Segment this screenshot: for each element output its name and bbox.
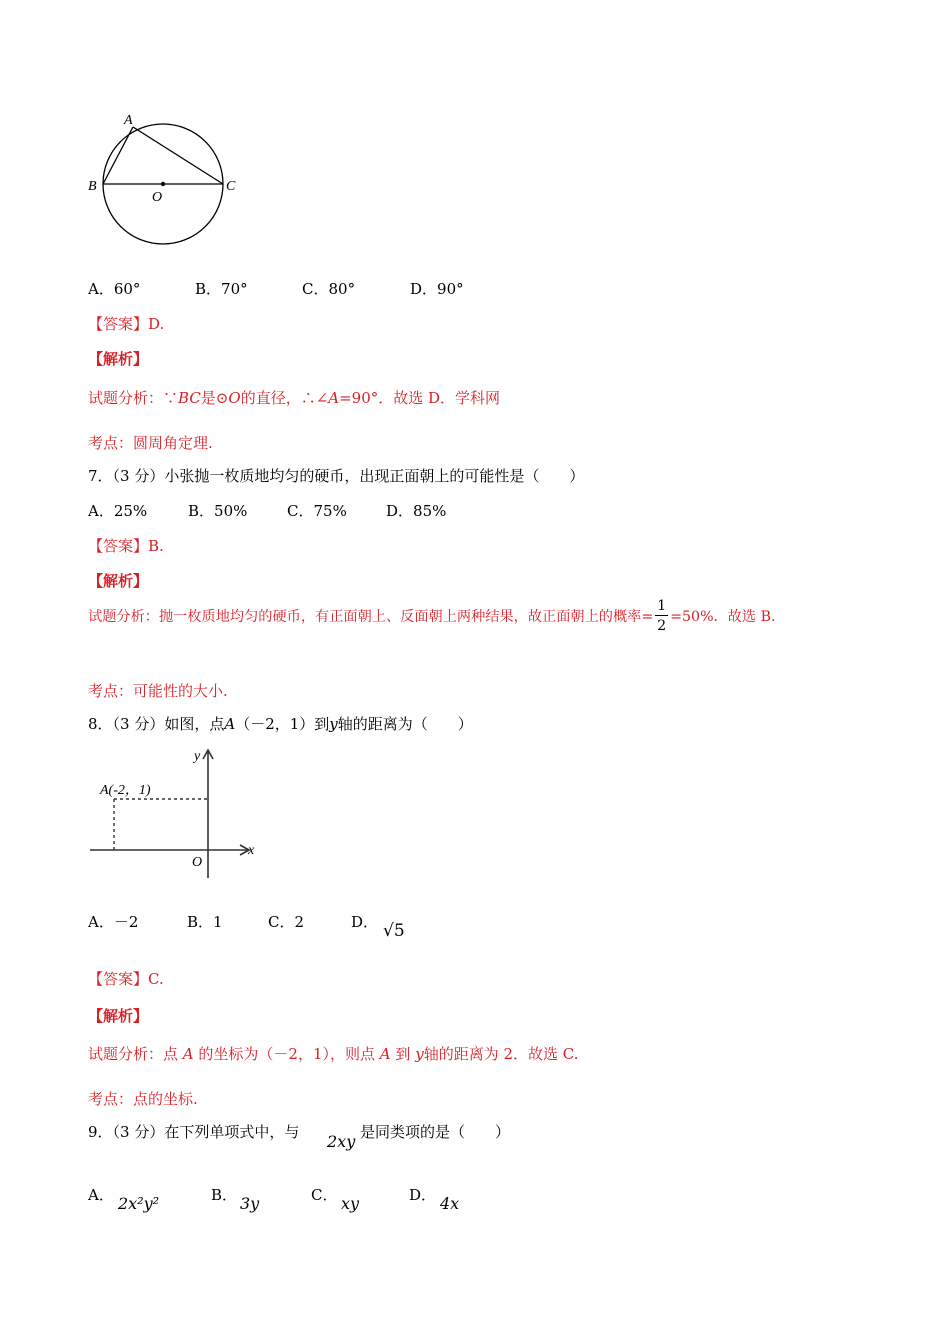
q6-analysis: 试题分析：∵BC是⊙O的直径，∴∠A=90°．故选 D．学科网	[88, 389, 501, 407]
q8-option-d-value: √5	[383, 921, 405, 941]
q6-option-b: B．70°	[195, 280, 248, 298]
q8-option-c: C．2	[268, 913, 305, 931]
q9-stem-before: 9．（3 分）在下列单项式中，与	[88, 1123, 300, 1141]
circle-diagram	[84, 110, 254, 255]
q8-analysis: 试题分析：点 A 的坐标为（－2，1），则点 A 到 y轴的距离为 2．故选 C.	[88, 1045, 579, 1063]
q6-answer: 【答案】D.	[88, 315, 165, 333]
q6-analysis-title: 【解析】	[88, 350, 149, 368]
q9-option-c-value: xy	[341, 1194, 360, 1213]
q6-option-d: D．90°	[410, 280, 464, 298]
q8-answer: 【答案】C.	[88, 970, 164, 988]
q6-kaodian: 考点：圆周角定理.	[88, 434, 213, 452]
fig1-label-b: B	[88, 179, 97, 194]
q8-kaodian: 考点：点的坐标.	[88, 1090, 198, 1108]
fig2-axis-y: y	[194, 749, 201, 764]
fig1-label-a: A	[124, 113, 133, 128]
q7-option-b: B．50%	[188, 502, 248, 520]
q8-stem: 8．（3 分）如图，点A（－2，1）到y轴的距离为（ ）	[88, 715, 473, 733]
q9-option-a-letter: A．	[88, 1186, 114, 1204]
q9-stem-math: 2xy	[327, 1132, 356, 1151]
q7-kaodian: 考点：可能性的大小.	[88, 682, 228, 700]
fig2-axis-x: x	[248, 843, 255, 858]
fig2-point-label: A(-2，1)	[100, 783, 151, 798]
q7-analysis-title: 【解析】	[88, 572, 149, 590]
q7-fraction: $\frac{1}{2}$	[657, 598, 667, 634]
q7-option-d: D．85%	[386, 502, 447, 520]
q7-option-c: C．75%	[287, 502, 347, 520]
q6-option-a: A．60°	[88, 280, 141, 298]
q9-option-b-value: 3y	[240, 1194, 260, 1213]
q9-option-a-value: 2x²y²	[118, 1194, 160, 1213]
q7-option-a: A．25%	[88, 502, 148, 520]
q8-analysis-title: 【解析】	[88, 1007, 149, 1025]
q7-answer: 【答案】B.	[88, 537, 164, 555]
q9-option-d-value: 4x	[440, 1194, 460, 1213]
coordinate-diagram	[86, 744, 266, 884]
fig2-origin: O	[192, 855, 203, 870]
q8-option-b: B．1	[187, 913, 223, 931]
q9-option-b-letter: B．	[211, 1186, 238, 1204]
fig1-label-o: O	[152, 190, 163, 205]
q8-option-a: A．－2	[88, 913, 139, 931]
fig1-label-c: C	[226, 179, 236, 194]
q7-analysis: 试题分析：抛一枚质地均匀的硬币，有正面朝上、反面朝上两种结果，故正面朝上的概率= $\frac{1}{2}$ =50%．故选 B.	[88, 598, 776, 634]
q9-option-d-letter: D．	[409, 1186, 437, 1204]
q9-option-c-letter: C．	[311, 1186, 338, 1204]
q8-option-d-letter: D．	[351, 913, 379, 931]
q7-stem: 7．（3 分）小张抛一枚质地均匀的硬币，出现正面朝上的可能性是（ ）	[88, 467, 585, 485]
q9-stem-after: 是同类项的是（ ）	[360, 1123, 511, 1141]
q6-option-c: C．80°	[302, 280, 356, 298]
